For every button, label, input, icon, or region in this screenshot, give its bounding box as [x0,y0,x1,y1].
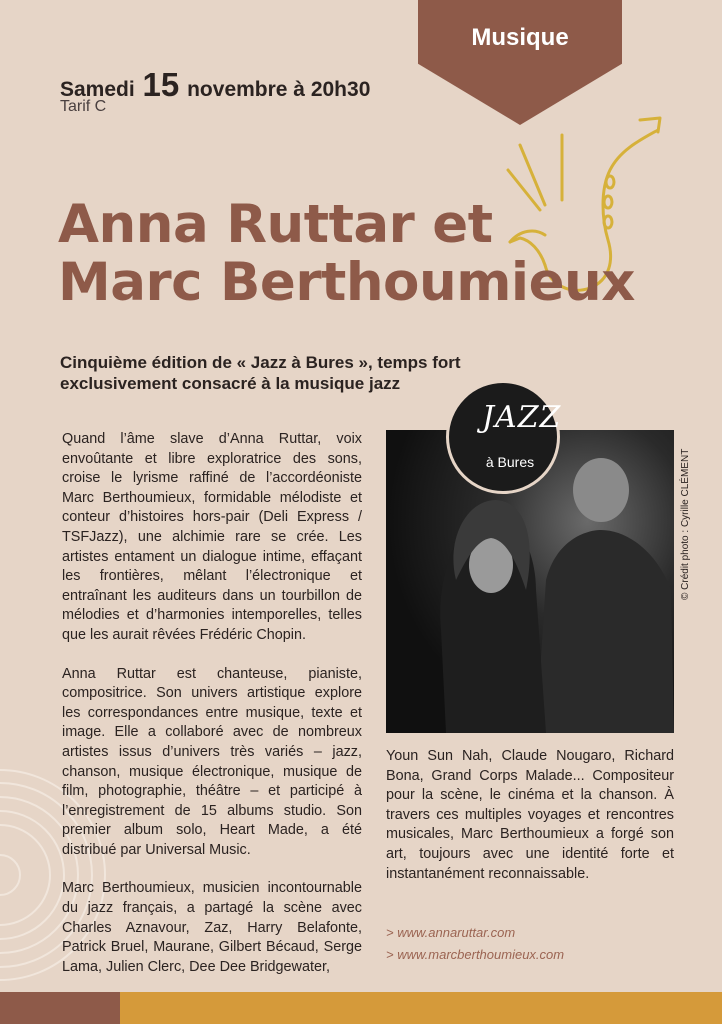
date-day-number: 15 [142,66,180,103]
footer-bar-gold [120,992,722,1024]
event-date [60,66,370,104]
logo-subtext: à Bures [485,454,535,470]
title-line-2: Marc Berthoumieux [58,252,635,313]
website-links [386,922,564,966]
logo-text: JAZZ [482,400,562,435]
body-text-right [386,747,674,884]
date-rest: novembre à 20h30 [187,78,371,101]
category-tab [418,0,622,125]
jazz-a-bures-logo [446,380,560,494]
link-marcberthoumieux[interactable]: > www.marcberthoumieux.com [386,947,565,962]
title-line-1: Anna Ruttar et [58,194,493,255]
event-subtitle: Cinquième édition de « Jazz à Bures », temps fort exclusivement consacré à la musique jazz [60,353,461,393]
event-title [58,196,658,312]
link-annaruttar[interactable]: > www.annaruttar.com [386,925,516,940]
paragraph-continued: Youn Sun Nah, Claude Nougaro, Richard Bona, Grand Corps Malade... Compositeur pour la scène, le cinéma et la chanson. À travers ces multiples voyages et rencontres musicales, Marc Berthoumieux a forgé son art, toujours avec une identité forte et instantanément reconnaissable. [386,748,674,882]
date-day-label: Samedi [60,78,135,101]
body-text-left [62,430,362,996]
footer-bar-brown [0,992,120,1024]
category-label: Musique [471,24,569,51]
paragraph-intro: Quand l’âme slave d’Anna Ruttar, voix envoûtante et libre exploratrice des sons, croise le lyrisme raffiné de l’accordéoniste Marc Berthoumieux, formidable mélodiste et conteur d’histoires hors-pair (Deli Express / TSFJazz), une alchimie rare se crée. Les artistes entament un dialogue intime, effaçant les frontières, mêlant l’électronique et entraînant les auditeurs dans un tourbillon de mélodies et d’harmonies intemporelles, telles que les aurait rêvées Frédéric Chopin. [62,431,362,643]
photo-credit: © Crédit photo : Cyrille CLÉMENT [680,448,691,600]
tarif-label: Tarif C [60,98,107,115]
paragraph-marc-berthoumieux: Marc Berthoumieux, musicien incontournable du jazz français, a partagé la scène avec Charles Aznavour, Zaz, Harry Belafonte, Patrick Bruel, Maurane, Gilbert Bécaud, Serge Lama, Julien Clerc, Dee Dee Bridgewater, [62,880,362,975]
paragraph-anna-ruttar: Anna Ruttar est chanteuse, pianiste, compositrice. Son univers artistique explore les correspondances entre musique, texte et image. Elle a collaboré avec de nombreux artistes issus d’univers très variés – jazz, chanson, musique électronique, musique de film, photographie, théâtre – et participé à l’enregistrement de 15 albums studio. Son premier album solo, Heart Made, a été distribué par Universal Music. [62,665,362,858]
